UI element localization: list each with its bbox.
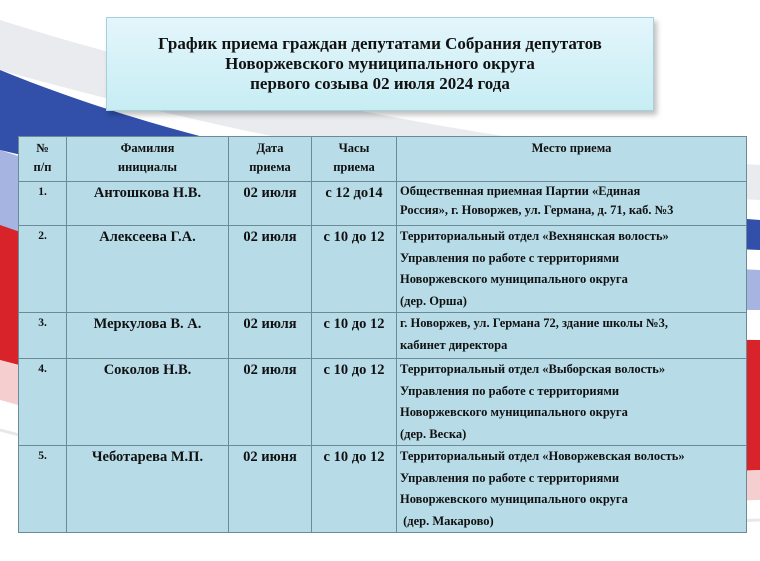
- header-hours: [312, 137, 397, 182]
- row-name: Соколов Н.В.: [67, 359, 229, 446]
- place-line: кабинет директора: [400, 337, 508, 352]
- row-date: 02 июля: [229, 226, 312, 313]
- table-row: [19, 446, 747, 533]
- row-place: [397, 226, 747, 313]
- row-date: 02 июля: [229, 359, 312, 446]
- header-num-line-2: п/п: [33, 160, 52, 174]
- place-line: (дер. Орша): [400, 293, 467, 308]
- title-box: [106, 17, 654, 111]
- row-place: [397, 313, 747, 359]
- row-date: 02 июня: [229, 446, 312, 533]
- row-num: 3.: [19, 313, 67, 359]
- title-line-2: Новоржевского муниципального округа: [225, 54, 535, 73]
- place-line: Новоржевского муниципального округа: [400, 492, 628, 506]
- place-line: г. Новоржев, ул. Германа 72, здание школы №3,: [400, 316, 668, 330]
- row-date: 02 июля: [229, 182, 312, 226]
- place-line: Новоржевского муниципального округа: [400, 272, 628, 286]
- header-place: [397, 137, 747, 182]
- row-place: [397, 359, 747, 446]
- header-hours-line-1: Часы: [338, 141, 370, 155]
- row-hours: с 10 до 12: [312, 359, 397, 446]
- title-line-3: первого созыва 02 июля 2024 года: [250, 74, 510, 93]
- row-hours: с 12 до14: [312, 182, 397, 226]
- header-date-line-2: приема: [249, 160, 291, 174]
- row-name: Чеботарева М.П.: [67, 446, 229, 533]
- row-place: [397, 182, 747, 226]
- row-num: 4.: [19, 359, 67, 446]
- table-header-row: [19, 137, 747, 182]
- place-line: Управления по работе с территориями: [400, 250, 620, 265]
- row-num: 5.: [19, 446, 67, 533]
- row-place: [397, 446, 747, 533]
- place-line: Управления по работе с территориями: [400, 470, 620, 485]
- header-name-line-2: инициалы: [117, 160, 178, 174]
- header-date: [229, 137, 312, 182]
- header-num: [19, 137, 67, 182]
- table-row: [19, 182, 747, 226]
- title-line-1: График приема граждан депутатами Собрания депутатов: [158, 34, 602, 53]
- header-name-line-1: Фамилия: [120, 141, 175, 155]
- place-line: Территориальный отдел «Выборская волость»: [400, 362, 666, 376]
- row-num: 2.: [19, 226, 67, 313]
- header-num-line-1: №: [36, 141, 49, 155]
- row-num: 1.: [19, 182, 67, 226]
- schedule-table: [18, 136, 747, 533]
- header-date-line-1: Дата: [256, 141, 284, 155]
- place-line: Территориальный отдел «Вехнянская волость»: [400, 229, 669, 243]
- header-place-line-1: Место приема: [531, 141, 612, 155]
- table-row: [19, 226, 747, 313]
- table-row: [19, 313, 747, 359]
- row-date: 02 июля: [229, 313, 312, 359]
- row-hours: с 10 до 12: [312, 226, 397, 313]
- place-line: Общественная приемная Партии «Единая: [400, 184, 641, 198]
- place-line: Россия», г. Новоржев, ул. Германа, д. 71, каб. №3: [400, 203, 674, 217]
- row-hours: с 10 до 12: [312, 446, 397, 533]
- table-row: [19, 359, 747, 446]
- row-hours: с 10 до 12: [312, 313, 397, 359]
- header-name: [67, 137, 229, 182]
- row-name: Меркулова В. А.: [67, 313, 229, 359]
- row-name: Антошкова Н.В.: [67, 182, 229, 226]
- place-line: (дер. Макарово): [400, 513, 494, 528]
- row-name: Алексеева Г.А.: [67, 226, 229, 313]
- place-line: Территориальный отдел «Новоржевская волость»: [400, 449, 685, 463]
- header-hours-line-2: приема: [333, 160, 375, 174]
- place-line: (дер. Веска): [400, 426, 467, 441]
- place-line: Новоржевского муниципального округа: [400, 405, 628, 419]
- place-line: Управления по работе с территориями: [400, 383, 620, 398]
